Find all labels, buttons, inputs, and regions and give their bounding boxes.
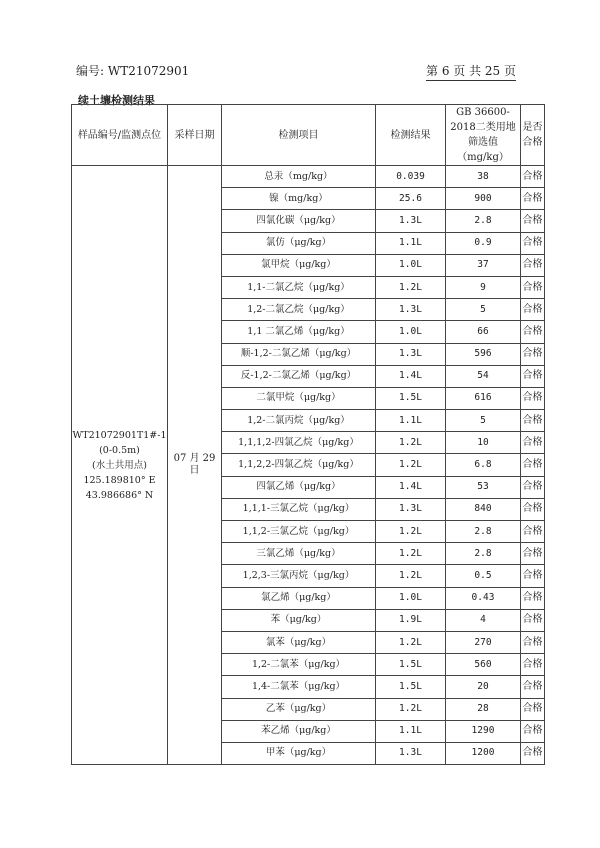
cell-result: 1.4L xyxy=(376,476,446,498)
cell-item: 苯乙烯（μg/kg） xyxy=(222,720,376,742)
sample-date: 07 月 29 日 xyxy=(168,166,222,765)
header-date: 采样日期 xyxy=(168,105,222,166)
cell-verdict: 合格 xyxy=(521,454,545,476)
cell-result: 1.0L xyxy=(376,321,446,343)
cell-standard: 1200 xyxy=(446,742,521,764)
cell-verdict: 合格 xyxy=(521,254,545,276)
cell-item: 三氯乙烯（μg/kg） xyxy=(222,543,376,565)
cell-standard: 4 xyxy=(446,609,521,631)
cell-result: 1.3L xyxy=(376,210,446,232)
cell-verdict: 合格 xyxy=(521,299,545,321)
cell-standard: 1290 xyxy=(446,720,521,742)
cell-verdict: 合格 xyxy=(521,166,545,188)
results-table xyxy=(71,104,545,765)
cell-item: 总汞（mg/kg） xyxy=(222,166,376,188)
cell-item: 二氯甲烷（μg/kg） xyxy=(222,387,376,409)
cell-verdict: 合格 xyxy=(521,188,545,210)
sample-lon: 125.189810° E xyxy=(83,474,156,486)
cell-item: 甲苯（μg/kg） xyxy=(222,742,376,764)
table-header-row xyxy=(72,105,545,166)
cell-standard: 900 xyxy=(446,188,521,210)
cell-standard: 2.8 xyxy=(446,543,521,565)
cell-standard: 6.8 xyxy=(446,454,521,476)
cell-result: 1.2L xyxy=(376,543,446,565)
cell-result: 1.9L xyxy=(376,609,446,631)
cell-item: 氯苯（μg/kg） xyxy=(222,631,376,653)
header-result: 检测结果 xyxy=(376,105,446,166)
cell-standard: 0.5 xyxy=(446,565,521,587)
cell-verdict: 合格 xyxy=(521,676,545,698)
cell-standard: 54 xyxy=(446,365,521,387)
cell-standard: 840 xyxy=(446,498,521,520)
cell-verdict: 合格 xyxy=(521,365,545,387)
cell-verdict: 合格 xyxy=(521,343,545,365)
cell-verdict: 合格 xyxy=(521,742,545,764)
cell-result: 0.039 xyxy=(376,166,446,188)
cell-standard: 53 xyxy=(446,476,521,498)
cell-verdict: 合格 xyxy=(521,232,545,254)
page-indicator: 第 6 页 共 25 页 xyxy=(426,62,516,81)
cell-verdict: 合格 xyxy=(521,654,545,676)
cell-result: 1.2L xyxy=(376,521,446,543)
cell-standard: 0.9 xyxy=(446,232,521,254)
cell-result: 1.1L xyxy=(376,720,446,742)
cell-standard: 37 xyxy=(446,254,521,276)
cell-item: 镍（mg/kg） xyxy=(222,188,376,210)
cell-result: 1.5L xyxy=(376,676,446,698)
cell-standard: 5 xyxy=(446,410,521,432)
cell-item: 1,1,2,2-四氯乙烷（μg/kg） xyxy=(222,454,376,476)
cell-result: 1.0L xyxy=(376,587,446,609)
cell-result: 1.5L xyxy=(376,654,446,676)
page-header xyxy=(76,60,516,80)
cell-verdict: 合格 xyxy=(521,410,545,432)
cell-standard: 270 xyxy=(446,631,521,653)
sample-depth: (0-0.5m) xyxy=(99,444,140,456)
cell-verdict: 合格 xyxy=(521,543,545,565)
cell-result: 1.3L xyxy=(376,498,446,520)
header-item: 检测项目 xyxy=(222,105,376,166)
cell-verdict: 合格 xyxy=(521,210,545,232)
cell-result: 1.2L xyxy=(376,631,446,653)
cell-result: 1.5L xyxy=(376,387,446,409)
cell-result: 1.3L xyxy=(376,299,446,321)
section-title: 续土壤检测结果 xyxy=(78,94,155,107)
cell-item: 1,1 二氯乙烯（μg/kg） xyxy=(222,321,376,343)
cell-standard: 2.8 xyxy=(446,521,521,543)
sample-lat: 43.986686° N xyxy=(85,489,154,501)
cell-item: 四氯化碳（μg/kg） xyxy=(222,210,376,232)
cell-verdict: 合格 xyxy=(521,720,545,742)
cell-item: 1,1,2-三氯乙烷（μg/kg） xyxy=(222,521,376,543)
sample-point: (水土共用点) xyxy=(92,459,147,471)
cell-item: 1,2-二氯苯（μg/kg） xyxy=(222,654,376,676)
cell-item: 1,4-二氯苯（μg/kg） xyxy=(222,676,376,698)
cell-standard: 5 xyxy=(446,299,521,321)
sample-id: WT21072901T1#-1 xyxy=(72,429,167,441)
cell-result: 1.3L xyxy=(376,742,446,764)
cell-item: 乙苯（μg/kg） xyxy=(222,698,376,720)
cell-standard: 28 xyxy=(446,698,521,720)
cell-standard: 66 xyxy=(446,321,521,343)
cell-standard: 2.8 xyxy=(446,210,521,232)
cell-verdict: 合格 xyxy=(521,432,545,454)
sample-cell xyxy=(72,166,168,765)
cell-verdict: 合格 xyxy=(521,387,545,409)
cell-result: 1.1L xyxy=(376,410,446,432)
cell-result: 1.0L xyxy=(376,254,446,276)
cell-standard: 0.43 xyxy=(446,587,521,609)
cell-item: 1,1,1-三氯乙烷（μg/kg） xyxy=(222,498,376,520)
cell-standard: 10 xyxy=(446,432,521,454)
cell-standard: 9 xyxy=(446,276,521,298)
cell-item: 氯甲烷（μg/kg） xyxy=(222,254,376,276)
cell-result: 1.4L xyxy=(376,365,446,387)
cell-item: 1,2-二氯丙烷（μg/kg） xyxy=(222,410,376,432)
cell-verdict: 合格 xyxy=(521,476,545,498)
cell-standard: 560 xyxy=(446,654,521,676)
cell-item: 四氯乙烯（μg/kg） xyxy=(222,476,376,498)
cell-item: 氯乙烯（μg/kg） xyxy=(222,587,376,609)
cell-item: 反-1,2-二氯乙烯（μg/kg） xyxy=(222,365,376,387)
cell-result: 25.6 xyxy=(376,188,446,210)
table-row xyxy=(72,166,545,188)
cell-standard: 616 xyxy=(446,387,521,409)
cell-verdict: 合格 xyxy=(521,609,545,631)
cell-result: 1.3L xyxy=(376,343,446,365)
cell-verdict: 合格 xyxy=(521,587,545,609)
cell-item: 1,1-二氯乙烷（μg/kg） xyxy=(222,276,376,298)
cell-item: 1,2-二氯乙烷（μg/kg） xyxy=(222,299,376,321)
table-body xyxy=(72,166,545,765)
cell-item: 氯仿（μg/kg） xyxy=(222,232,376,254)
cell-standard: 38 xyxy=(446,166,521,188)
cell-item: 1,2,3-三氯丙烷（μg/kg） xyxy=(222,565,376,587)
cell-result: 1.2L xyxy=(376,454,446,476)
cell-verdict: 合格 xyxy=(521,276,545,298)
cell-item: 苯（μg/kg） xyxy=(222,609,376,631)
cell-standard: 596 xyxy=(446,343,521,365)
report-number: 编号: WT21072901 xyxy=(76,64,190,78)
header-standard: GB 36600-2018二类用地筛选值（mg/kg） xyxy=(446,105,521,166)
cell-verdict: 合格 xyxy=(521,565,545,587)
cell-verdict: 合格 xyxy=(521,498,545,520)
cell-verdict: 合格 xyxy=(521,321,545,343)
header-sample: 样品编号/监测点位 xyxy=(72,105,168,166)
cell-result: 1.2L xyxy=(376,276,446,298)
header-verdict: 是否合格 xyxy=(521,105,545,166)
cell-verdict: 合格 xyxy=(521,631,545,653)
cell-result: 1.2L xyxy=(376,432,446,454)
cell-standard: 20 xyxy=(446,676,521,698)
cell-result: 1.2L xyxy=(376,698,446,720)
cell-verdict: 合格 xyxy=(521,521,545,543)
cell-result: 1.2L xyxy=(376,565,446,587)
cell-item: 1,1,1,2-四氯乙烷（μg/kg） xyxy=(222,432,376,454)
cell-verdict: 合格 xyxy=(521,698,545,720)
cell-item: 顺-1,2-二氯乙烯（μg/kg） xyxy=(222,343,376,365)
cell-result: 1.1L xyxy=(376,232,446,254)
